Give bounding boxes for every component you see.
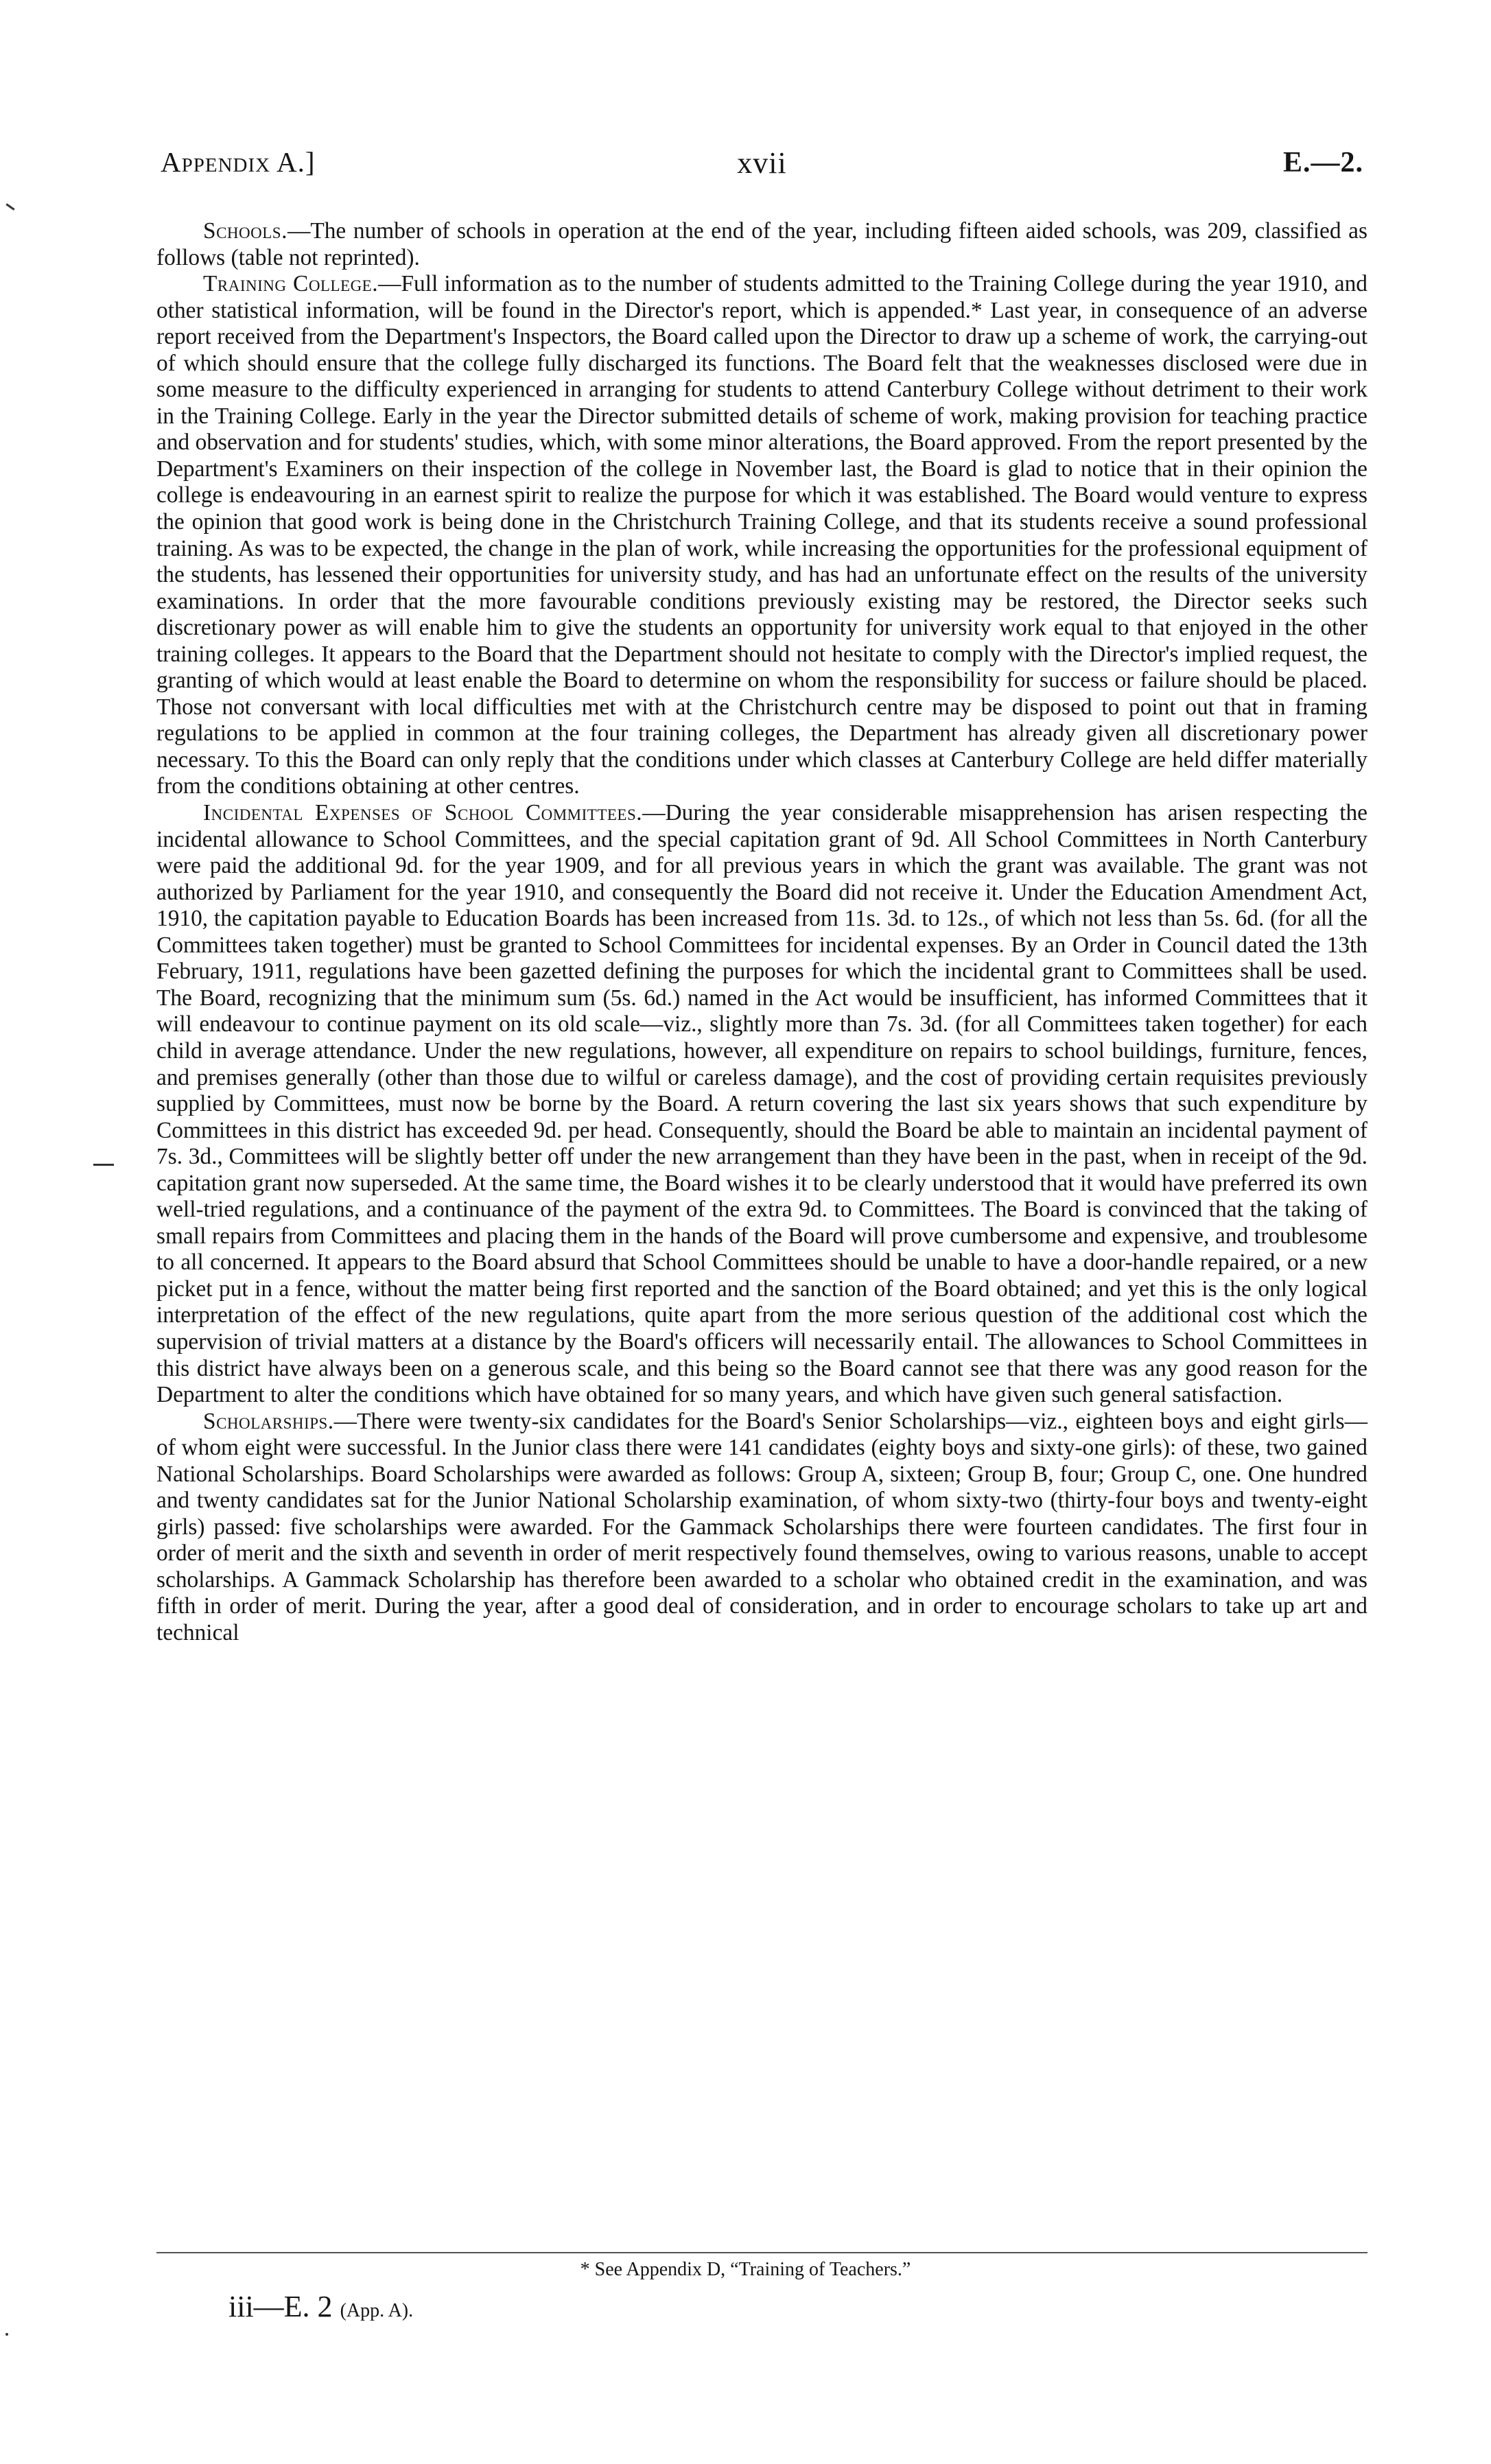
header-appendix-label: Appendix A.]	[161, 146, 316, 178]
section-heading-incidental-expenses: Incidental Expenses of School Committees.	[203, 800, 643, 826]
paragraph-text: —During the year considerable misapprehension has arisen respecting the incidental allowance to School Committees, and the special capitation grant of 9d. All School Committees in North Canterbury were paid the additional 9d. for the year 1909, and for all previous years in which the grant was available. The grant was not authorized by Parliament for the year 1910, and consequently the Board did not receive it. Under the Education Amendment Act, 1910, the capitation payable to Education Boards has been increased from 11s. 3d. to 12s., of which not less than 5s. 6d. (for all the Committees taken together) must be granted to School Committees for incidental expenses. By an Order in Council dated the 13th February, 1911, regulations have been gazetted defining the purposes for which the incidental grant to Committees shall be used. The Board, recognizing that the minimum sum (5s. 6d.) named in the Act would be insufficient, has informed Committees that it will endeavour to continue payment on its old scale—viz., slightly more than 7s. 3d. (for all Committees taken together) for each child in average attendance. Under the new regulations, however, all expenditure on repairs to school buildings, furniture, fences, and premises generally (other than those due to wilful or careless damage), and the cost of providing certain requisites previously supplied by Committees, must now be borne by the Board. A return covering the last six years shows that such expenditure by Committees in this district has exceeded 9d. per head. Consequently, should the Board be able to maintain an incidental payment of 7s. 3d., Committees will be slightly better off under the new arrangement than they have been in the past, when in receipt of the 9d. capitation grant now superseded. At the same time, the Board wishes it to be clearly understood that it would have preferred its own well-tried regulations, and a continuance of the payment of the extra 9d. to Committees. The Board is convinced that the taking of small repairs from Committees and placing them in the hands of the Board will prove cumbersome and expensive, and troublesome to all concerned. It appears to the Board absurd that School Committees should be unable to have a door-handle repaired, or a new picket put in a fence, without the matter being first reported and the sanction of the Board obtained; and yet this is the only logical interpretation of the effect of the new regulations, quite apart from the more serious question of the additional cost which the supervision of trivial matters at a distance by the Board's officers will necessarily entail. The allowances to School Committees in this district have always been on a generous scale, and this being so the Board cannot see that there was any good reason for the Department to alter the conditions which have obtained for so many years, and which have given such general satisfaction.	[156, 800, 1367, 1408]
paragraph-schools	[156, 218, 1367, 271]
signature-suffix: (App. A).	[340, 2300, 414, 2321]
footnote-divider	[156, 2252, 1367, 2253]
section-heading-scholarships: Scholarships.	[203, 1408, 334, 1434]
paragraph-incidental-expenses	[156, 800, 1367, 1409]
margin-mark	[5, 2333, 8, 2336]
paragraph-training-college	[156, 271, 1367, 800]
signature-id: iii—E. 2	[228, 2290, 333, 2323]
page-number: xvii	[737, 146, 787, 180]
section-heading-schools: Schools.	[203, 218, 287, 244]
signature-mark	[228, 2289, 413, 2324]
section-heading-training-college: Training College.	[203, 271, 379, 297]
main-text	[156, 218, 1367, 1647]
footnote: * See Appendix D, “Training of Teachers.”	[580, 2259, 911, 2280]
page-header	[161, 145, 1363, 187]
margin-mark	[5, 203, 14, 210]
margin-mark	[93, 1164, 114, 1166]
paragraph-scholarships	[156, 1409, 1367, 1647]
paragraph-text: —There were twenty-six candidates for the Board's Senior Scholarships—viz., eighteen boys and eight girls—of whom eight were successful. In the Junior class there were 141 candidates (eighty boys and sixty-one girls): of these, two gained National Scholarships. Board Scholarships were awarded as follows: Group A, sixteen; Group B, four; Group C, one. One hundred and twenty candidates sat for the Junior National Scholarship examination, of whom sixty-two (thirty-four boys and twenty-eight girls) passed: five scholarships were awarded. For the Gammack Scholarships there were fourteen candidates. The first four in order of merit and the sixth and seventh in order of merit respectively found themselves, owing to various reasons, unable to accept scholarships. A Gammack Scholarship has therefore been awarded to a scholar who obtained credit in the examination, and was fifth in order of merit. During the year, after a good deal of consideration, and in order to encourage scholars to take up art and technical	[156, 1408, 1367, 1645]
paragraph-text: —Full information as to the number of students admitted to the Training College during the year 1910, and other statistical information, will be found in the Director's report, which is appended.* Last year, in consequence of an adverse report received from the Department's Inspectors, the Board called upon the Director to draw up a scheme of work, the carrying-out of which should ensure that the college fully discharged its functions. The Board felt that the weaknesses disclosed were due in some measure to the difficulty experienced in arranging for students to attend Canterbury College without detriment to their work in the Training College. Early in the year the Director submitted details of scheme of work, making provision for teaching practice and observation and for students' studies, which, with some minor alterations, the Board approved. From the report presented by the Department's Examiners on their inspection of the college in November last, the Board is glad to notice that in their opinion the college is endeavouring in an earnest spirit to realize the purpose for which it was established. The Board would venture to express the opinion that good work is being done in the Christchurch Training College, and that its students receive a sound professional training. As was to be expected, the change in the plan of work, while increasing the opportunities for the professional equipment of the students, has lessened their opportunities for university study, and has had an unfortunate effect on the results of the university examinations. In order that the more favourable conditions previously existing may be restored, the Director seeks such discretionary power as will enable him to give the students an opportunity for university work equal to that enjoyed in the other training colleges. It appears to the Board that the Department should not hesitate to comply with the Director's implied request, the granting of which would at least enable the Board to determine on whom the responsibility for success or failure should be placed. Those not conversant with local difficulties met with at the Christchurch centre may be disposed to point out that in framing regulations to be applied in common at the four training colleges, the Department has already given all discretionary power necessary. To this the Board can only reply that the conditions under which classes at Canterbury College are held differ materially from the conditions obtaining at other centres.	[156, 271, 1367, 799]
header-document-code: E.—2.	[1282, 147, 1363, 178]
paragraph-text: —The number of schools in operation at the end of the year, including fifteen aided schools, was 209, classified as follows (table not reprinted).	[156, 218, 1367, 270]
